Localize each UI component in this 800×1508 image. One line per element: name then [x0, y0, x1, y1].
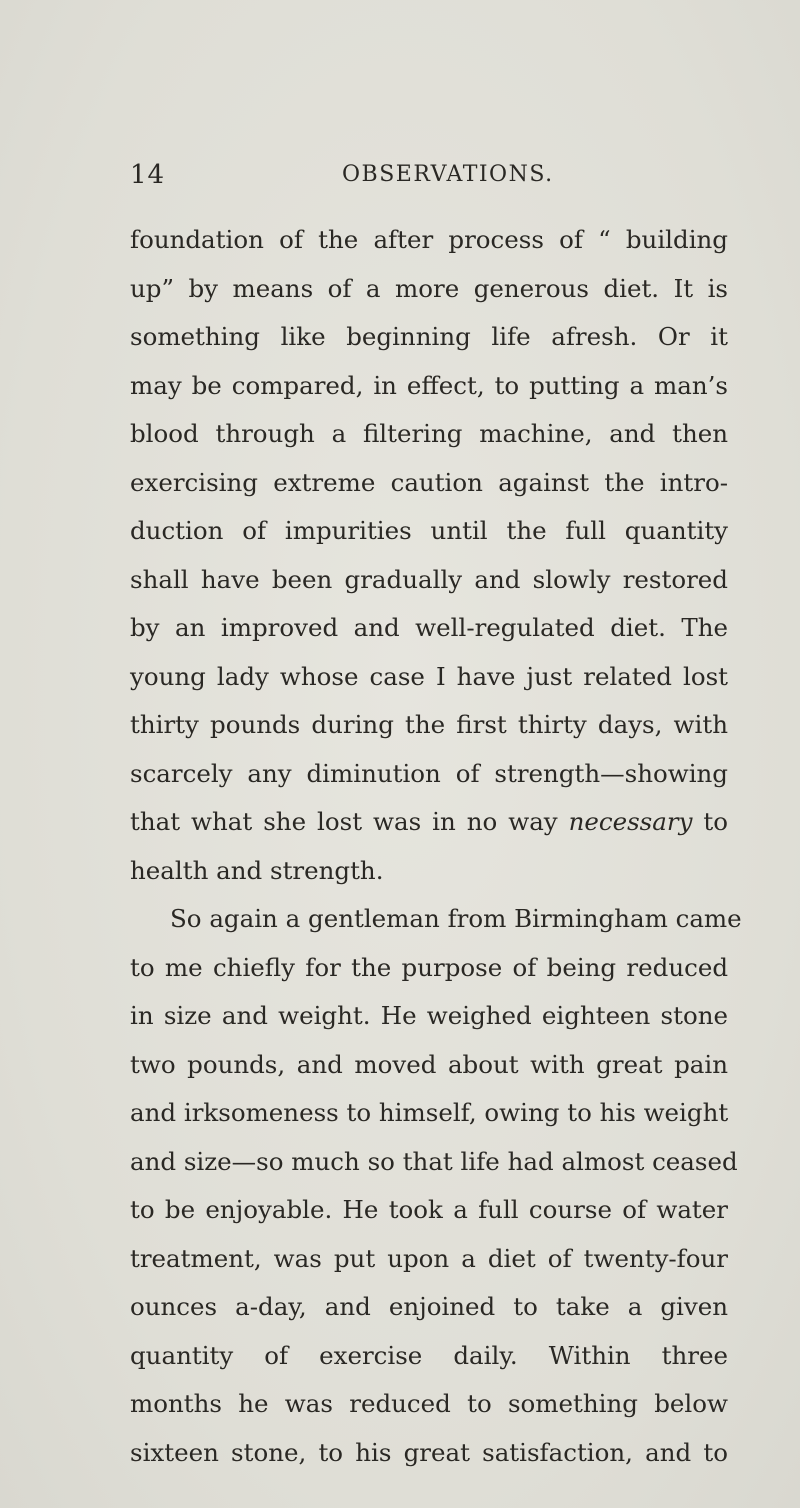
- text-line: to be enjoyable. He took a full course of water: [130, 1195, 728, 1224]
- text-line: shall have been gradually and slowly restored: [130, 564, 728, 594]
- text-line: something like beginning life afresh. Or it: [130, 322, 728, 351]
- running-title: OBSERVATIONS.: [342, 162, 554, 187]
- text-line: scarcely any diminution of strength—showing: [130, 758, 728, 788]
- text-line: exercising extreme caution against the intro-: [130, 467, 728, 497]
- text-line: treatment, was put upon a diet of twenty-four: [130, 1243, 728, 1273]
- running-head: [130, 160, 730, 200]
- text-line: blood through a filtering machine, and then: [130, 419, 728, 448]
- page-number: 14: [130, 160, 166, 190]
- text-line: in size and weight. He weighed eighteen stone: [130, 1001, 728, 1030]
- text-line: may be compared, in effect, to putting a man’s: [130, 370, 728, 400]
- text-line: and size—so much so that life had almost ceased: [130, 1146, 738, 1176]
- text-line: and irksomeness to himself, owing to his weight: [130, 1098, 729, 1127]
- text-line: to me chiefly for the purpose of being reduced: [130, 952, 728, 982]
- text-line: thirty pounds during the first thirty days, with: [130, 710, 728, 739]
- text-line: young lady whose case I have just related lost: [130, 661, 728, 691]
- text-line: months he was reduced to something below: [130, 1389, 728, 1418]
- text-line: sixteen stone, to his great satisfaction, and to: [130, 1437, 728, 1467]
- paragraph-start-line: So again a gentleman from Birmingham came: [170, 904, 742, 933]
- text-line: [130, 798, 728, 847]
- text-line-part: that what she lost was in no way necessary to: [130, 807, 728, 836]
- text-line: duction of impurities until the full quantity: [130, 516, 728, 545]
- paragraph-end-line: health and strength.: [130, 855, 384, 885]
- text-line: ounces a-day, and enjoined to take a given: [130, 1292, 728, 1321]
- text-line: foundation of the after process of “ building: [130, 225, 728, 254]
- text-line: quantity of exercise daily. Within three: [130, 1340, 728, 1370]
- text-line: by an improved and well-regulated diet. The: [130, 613, 728, 642]
- text-line: up” by means of a more generous diet. It is: [130, 273, 728, 303]
- body-text: [130, 216, 742, 1477]
- text-line: two pounds, and moved about with great pain: [130, 1049, 728, 1079]
